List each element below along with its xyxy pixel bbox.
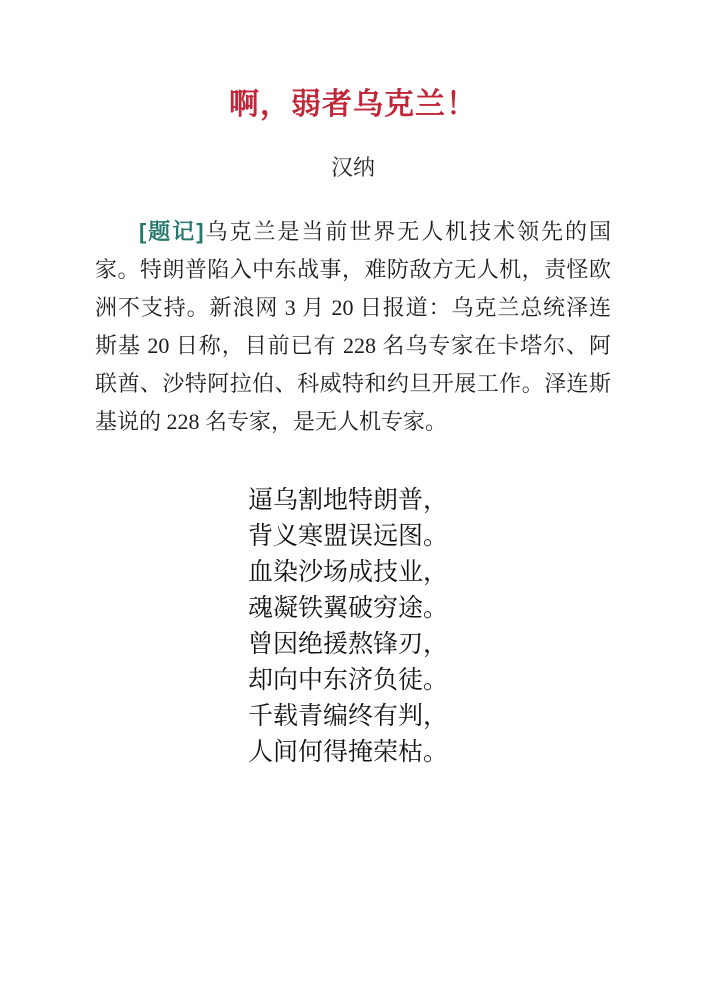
poem-line-3: 血染沙场成技业， [248, 559, 449, 586]
poem-line-6: 却向中东济负徒。 [248, 667, 449, 694]
preface-paragraph [95, 213, 611, 441]
poem-line-8: 人间何得掩荣枯。 [248, 739, 449, 766]
document-title: 啊，弱者乌克兰！ [229, 88, 477, 121]
author-name: 汉纳 [330, 155, 375, 180]
poem [248, 483, 706, 771]
poem-line-5: 曾因绝援熬锋刃， [248, 631, 449, 658]
preface-text: 乌克兰是当前世界无人机技术领先的国家。特朗普陷入中东战事，难防敌方无人机，责怪欧洲不支持。新浪网 3 月 20 日报道：乌克兰总统泽连斯基 20 日称，目前已有 228 名乌专家在卡塔尔、阿联酋、沙特阿拉伯、科威特和约旦开展工作。泽连斯基说的 228 名专家，是无人机专家。 [95, 219, 611, 434]
poem-line-4: 魂凝铁翼破穷途。 [248, 595, 449, 622]
poem-line-2: 背义寒盟误远图。 [248, 523, 449, 550]
preface-tag: [题记] [139, 219, 204, 244]
poem-line-1: 逼乌割地特朗普， [248, 487, 449, 514]
poem-line-7: 千载青编终有判， [248, 703, 449, 730]
